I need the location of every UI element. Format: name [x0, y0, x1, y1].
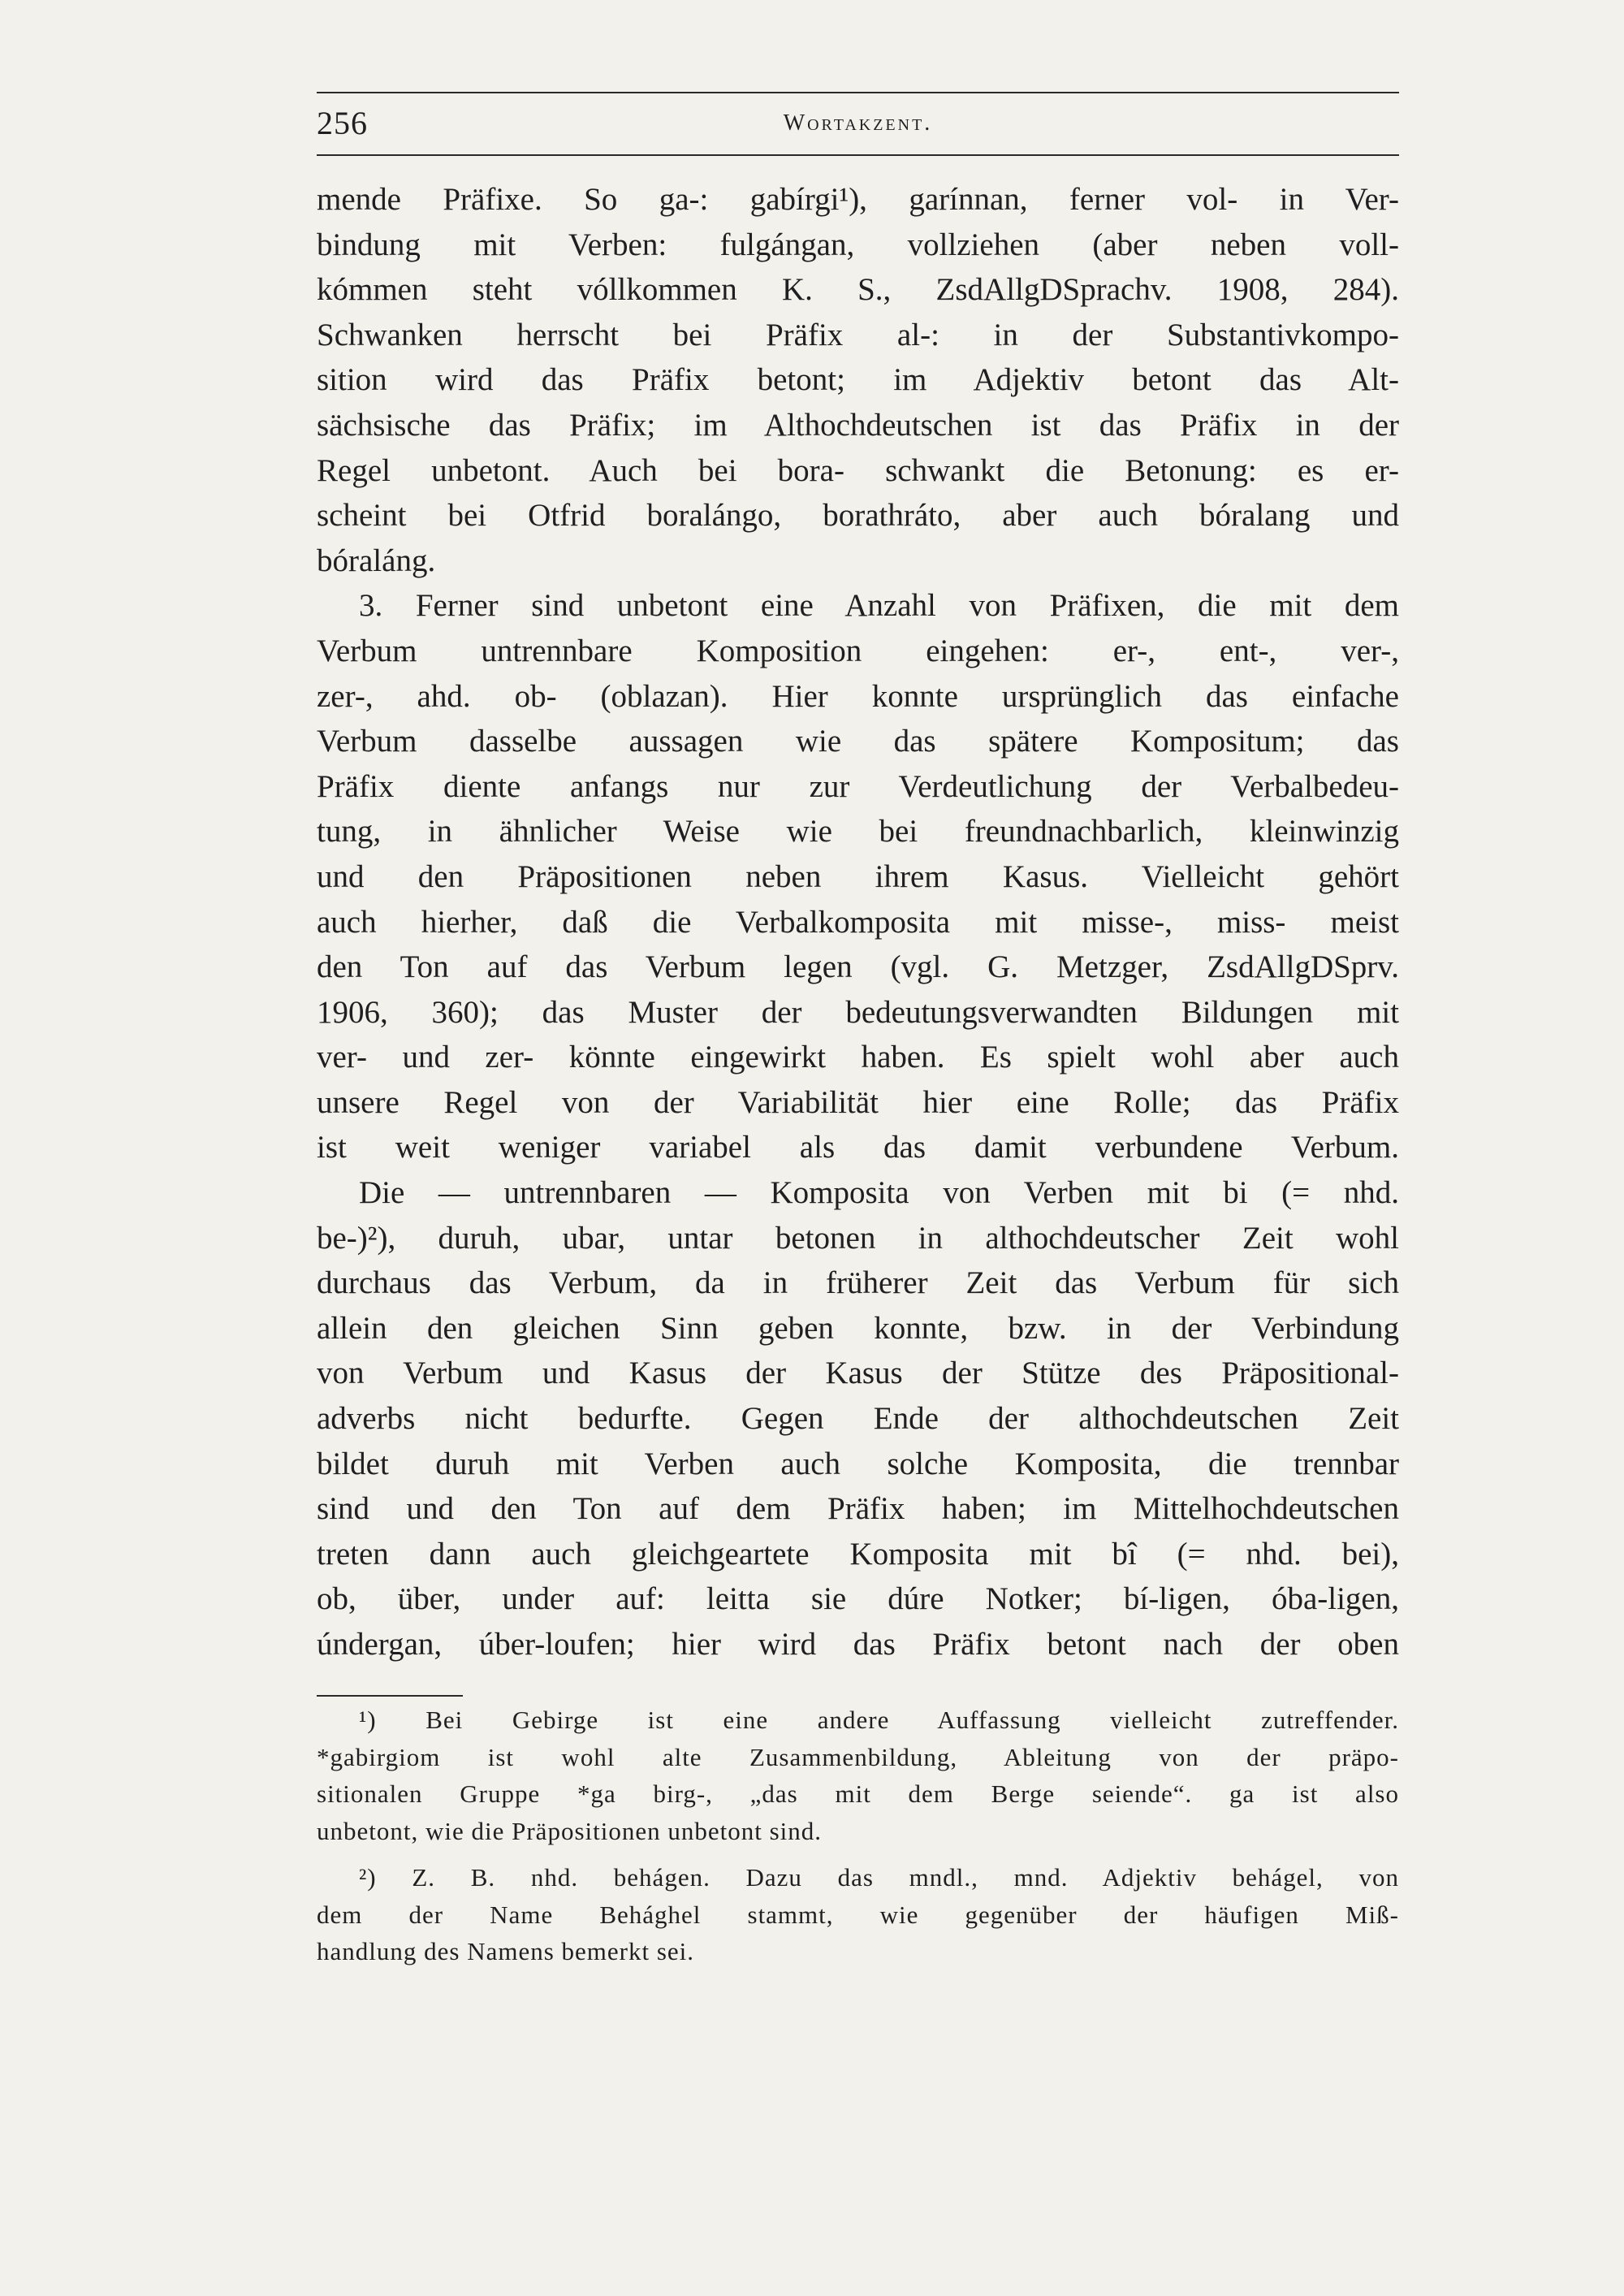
text-line: Verbum untrennbare Komposition eingehen: er-, ent-, ver-,	[317, 633, 1399, 668]
text-line: Die — untrennbaren — Komposita von Verben mit bi (= nhd.	[359, 1175, 1399, 1211]
page-header	[317, 104, 1399, 153]
text-line: auch hierher, daß die Verbalkomposita mit misse-, miss- meist	[317, 904, 1399, 940]
footnote-line: *gabirgiom ist wohl alte Zusammenbildung, Ableitung von der präpo-	[317, 1742, 1399, 1771]
footnote-1	[317, 1701, 1399, 1849]
text-line: bóraláng.	[317, 543, 436, 578]
text-line: bindung mit Verben: fulgángan, vollziehen (aber neben voll-	[317, 227, 1399, 262]
footnote-line: ²) Z. B. nhd. behágen. Dazu das mndl., mnd. Adjektiv behágel, von	[359, 1863, 1399, 1892]
footnote-2	[317, 1859, 1399, 1970]
footnote-line: dem der Name Behághel stammt, wie gegenüber der häufigen Miß-	[317, 1900, 1399, 1929]
text-line: mende Präfixe. So ga-: gabírgi¹), garínnan, ferner vol- in Ver-	[317, 182, 1399, 217]
footnote-line: ¹) Bei Gebirge ist eine andere Auffassung vielleicht zutreffender.	[359, 1706, 1399, 1734]
header-rule-top	[317, 92, 1399, 93]
text-line: zer-, ahd. ob- (oblazan). Hier konnte ursprünglich das einfache	[317, 678, 1399, 714]
text-line: Regel unbetont. Auch bei bora- schwankt die Betonung: es er-	[317, 452, 1399, 488]
text-line: durchaus das Verbum, da in früherer Zeit das Verbum für sich	[317, 1265, 1399, 1301]
text-line: 3. Ferner sind unbetont eine Anzahl von Präfixen, die mit dem	[359, 588, 1399, 624]
text-line: ist weit weniger variabel als das damit verbundene Verbum.	[317, 1130, 1399, 1165]
text-line: kómmen steht vóllkommen K. S., ZsdAllgDSprachv. 1908, 284).	[317, 272, 1399, 308]
footnote-line: handlung des Namens bemerkt sei.	[317, 1937, 695, 1965]
footnote-line: sitionalen Gruppe *ga birg-, „das mit dem Berge seiende“. ga ist also	[317, 1779, 1399, 1808]
text-line: tung, in ähnlicher Weise wie bei freundnachbarlich, kleinwinzig	[317, 814, 1399, 850]
text-line: 1906, 360); das Muster der bedeutungsverwandten Bildungen mit	[317, 994, 1399, 1030]
text-line: allein den gleichen Sinn geben konnte, bzw. in der Verbindung	[317, 1310, 1399, 1346]
text-line: be-)²), duruh, ubar, untar betonen in althochdeutscher Zeit wohl	[317, 1220, 1399, 1256]
text-line: und den Präpositionen neben ihrem Kasus. Vielleicht gehört	[317, 858, 1399, 894]
text-line: unsere Regel von der Variabilität hier eine Rolle; das Präfix	[317, 1084, 1399, 1120]
text-line: ver- und zer- könnte eingewirkt haben. Es spielt wohl aber auch	[317, 1040, 1399, 1075]
text-line: úndergan, úber-loufen; hier wird das Präfix betont nach der oben	[317, 1627, 1399, 1662]
running-title: Wortakzent.	[783, 110, 933, 136]
body-text	[317, 177, 1399, 1667]
text-line: Verbum dasselbe aussagen wie das spätere Kompositum; das	[317, 724, 1399, 759]
text-line: adverbs nicht bedurfte. Gegen Ende der althochdeutschen Zeit	[317, 1401, 1399, 1437]
page-number: 256	[317, 105, 368, 141]
header-rule-bottom	[317, 154, 1399, 156]
text-line: ob, über, under auf: leitta sie dúre Notker; bí-ligen, óba-ligen,	[317, 1581, 1399, 1617]
text-line: den Ton auf das Verbum legen (vgl. G. Metzger, ZsdAllgDSprv.	[317, 949, 1399, 985]
text-line: sind und den Ton auf dem Präfix haben; im Mittelhochdeutschen	[317, 1491, 1399, 1527]
footnotes	[317, 1701, 1399, 1970]
text-line: Schwanken herrscht bei Präfix al-: in der Substantivkompo-	[317, 317, 1399, 352]
text-line: scheint bei Otfrid boralángo, borathráto, aber auch bóralang und	[317, 498, 1399, 534]
text-line: sition wird das Präfix betont; im Adjektiv betont das Alt-	[317, 362, 1399, 398]
text-line: treten dann auch gleichgeartete Komposita mit bî (= nhd. bei),	[317, 1536, 1399, 1572]
footnote-separator	[317, 1695, 463, 1697]
text-line: sächsische das Präfix; im Althochdeutschen ist das Präfix in der	[317, 407, 1399, 443]
text-line: Präfix diente anfangs nur zur Verdeutlichung der Verbalbedeu-	[317, 768, 1399, 804]
footnote-line: unbetont, wie die Präpositionen unbetont sind.	[317, 1816, 823, 1845]
text-line: bildet duruh mit Verben auch solche Komposita, die trennbar	[317, 1446, 1399, 1481]
text-line: von Verbum und Kasus der Kasus der Stütze des Präpositional-	[317, 1356, 1399, 1391]
